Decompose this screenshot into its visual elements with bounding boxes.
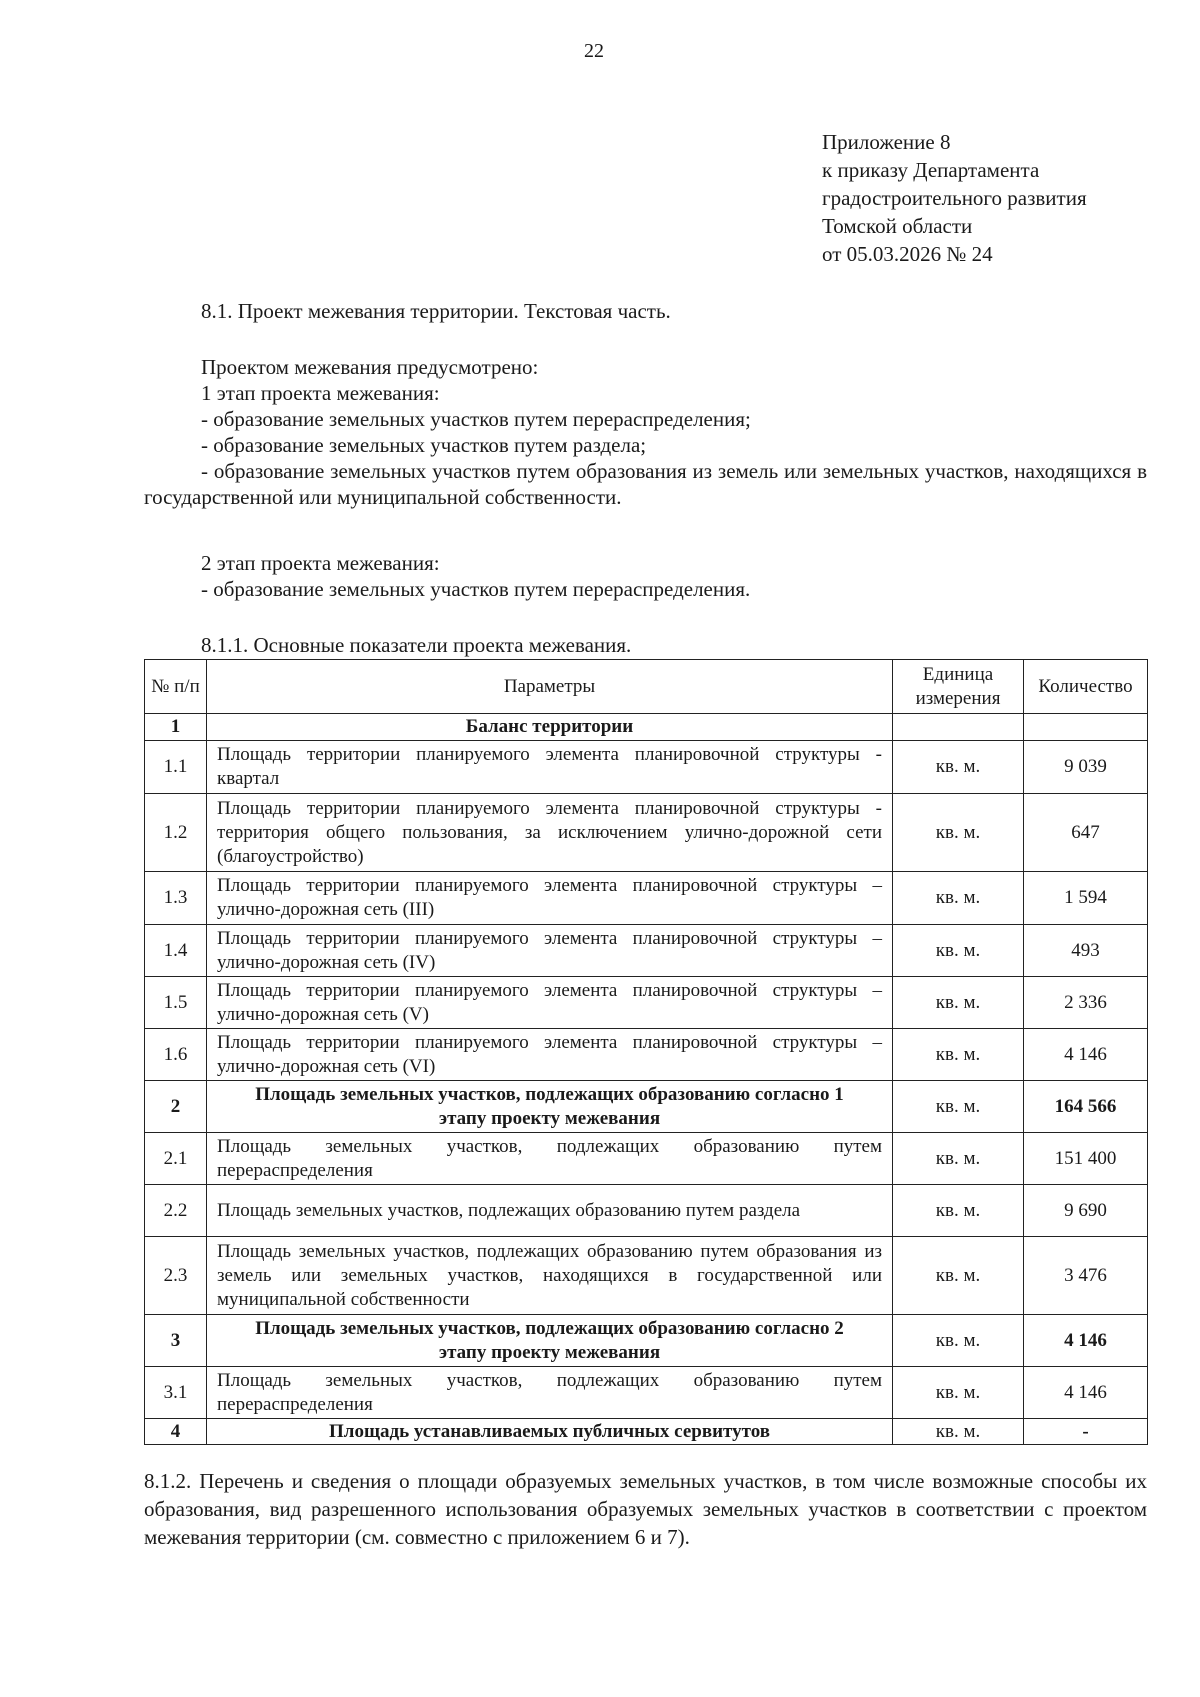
- row-qty: 647: [1024, 794, 1148, 872]
- row-unit: кв. м.: [893, 1185, 1024, 1237]
- row-qty: 2 336: [1024, 977, 1148, 1029]
- row-param: Площадь территории планируемого элемента планировочной структуры – улично-дорожная сеть (VI): [207, 1029, 893, 1081]
- row-unit: кв. м.: [893, 1237, 1024, 1315]
- row-num: 2.2: [145, 1185, 207, 1237]
- stage1-title: 1 этап проекта межевания:: [201, 381, 440, 405]
- row-param: Площадь устанавливаемых публичных сервитутов: [207, 1419, 893, 1445]
- row-qty: 4 146: [1024, 1315, 1148, 1367]
- row-unit: кв. м.: [893, 794, 1024, 872]
- row-qty: 9 690: [1024, 1185, 1148, 1237]
- row-param: Площадь территории планируемого элемента планировочной структуры - территория общего пользования, за исключением улично-дорожной сети (благоустройство): [207, 794, 893, 872]
- table-row: [145, 1367, 1148, 1419]
- row-qty: 164 566: [1024, 1081, 1148, 1133]
- row-unit: [893, 714, 1024, 741]
- row-param: Площадь территории планируемого элемента планировочной структуры - квартал: [207, 741, 893, 794]
- row-param: Площадь земельных участков, подлежащих образованию путем образования из земель или земельных участков, находящихся в государственной или муниципальной собственности: [207, 1237, 893, 1315]
- row-param: Площадь земельных участков, подлежащих образованию путем перераспределения: [207, 1133, 893, 1185]
- header-qty: Количество: [1024, 660, 1148, 714]
- table-row: [145, 741, 1148, 794]
- page-number: 22: [584, 40, 604, 62]
- header-unit: Единица измерения: [893, 660, 1024, 714]
- row-unit: кв. м.: [893, 925, 1024, 977]
- row-qty: 151 400: [1024, 1133, 1148, 1185]
- stage1-item: - образование земельных участков путем образования из земель или земельных участков, находящихся в государственной или муниципальной собственности.: [144, 459, 1147, 509]
- row-num: 2.3: [145, 1237, 207, 1315]
- stage1-item: - образование земельных участков путем перераспределения;: [201, 407, 751, 431]
- row-qty: 9 039: [1024, 741, 1148, 794]
- row-num: 3.1: [145, 1367, 207, 1419]
- row-qty: 3 476: [1024, 1237, 1148, 1315]
- table-row: [145, 1185, 1148, 1237]
- appendix-line: градостроительного развития: [822, 186, 1087, 210]
- row-qty: 4 146: [1024, 1029, 1148, 1081]
- table-row: [145, 1419, 1148, 1445]
- table-row: [145, 977, 1148, 1029]
- intro-line: Проектом межевания предусмотрено:: [201, 355, 539, 379]
- row-unit: кв. м.: [893, 1419, 1024, 1445]
- table-row: [145, 1029, 1148, 1081]
- table-row: [145, 1315, 1148, 1367]
- row-num: 2.1: [145, 1133, 207, 1185]
- header-num: № п/п: [145, 660, 207, 714]
- header-param: Параметры: [207, 660, 893, 714]
- appendix-block: [822, 128, 1087, 268]
- appendix-line: от 05.03.2026 № 24: [822, 242, 993, 266]
- row-unit: кв. м.: [893, 1133, 1024, 1185]
- stage2-item: - образование земельных участков путем перераспределения.: [201, 577, 751, 601]
- row-num: 1.2: [145, 794, 207, 872]
- row-param: Площадь земельных участков, подлежащих образованию согласно 2 этапу проекту межевания: [207, 1315, 893, 1367]
- indicators-table: [144, 659, 1148, 1445]
- table-row: [145, 714, 1148, 741]
- stage1-item: - образование земельных участков путем раздела;: [201, 433, 647, 457]
- table-header-row: [145, 660, 1148, 714]
- row-num: 1.3: [145, 872, 207, 925]
- row-unit: кв. м.: [893, 1315, 1024, 1367]
- table-row: [145, 872, 1148, 925]
- row-num: 4: [145, 1419, 207, 1445]
- row-unit: кв. м.: [893, 1081, 1024, 1133]
- row-qty: 493: [1024, 925, 1148, 977]
- row-param: Баланс территории: [207, 714, 893, 741]
- appendix-line: Томской области: [822, 214, 973, 238]
- table-row: [145, 1237, 1148, 1315]
- table-row: [145, 794, 1148, 872]
- row-param: Площадь земельных участков, подлежащих образованию путем перераспределения: [207, 1367, 893, 1419]
- row-unit: кв. м.: [893, 741, 1024, 794]
- section-title: 8.1. Проект межевания территории. Текстовая часть.: [201, 299, 671, 323]
- row-param: Площадь территории планируемого элемента планировочной структуры – улично-дорожная сеть (III): [207, 872, 893, 925]
- row-num: 3: [145, 1315, 207, 1367]
- row-num: 1.5: [145, 977, 207, 1029]
- row-unit: кв. м.: [893, 1029, 1024, 1081]
- table-row: [145, 1081, 1148, 1133]
- row-qty: [1024, 714, 1148, 741]
- row-num: 1.6: [145, 1029, 207, 1081]
- row-num: 1.4: [145, 925, 207, 977]
- row-param: Площадь земельных участков, подлежащих образованию согласно 1 этапу проекту межевания: [207, 1081, 893, 1133]
- row-num: 2: [145, 1081, 207, 1133]
- row-unit: кв. м.: [893, 872, 1024, 925]
- appendix-line: к приказу Департамента: [822, 158, 1040, 182]
- row-param: Площадь территории планируемого элемента планировочной структуры – улично-дорожная сеть (IV): [207, 925, 893, 977]
- row-param: Площадь земельных участков, подлежащих образованию путем раздела: [207, 1185, 893, 1237]
- stage2-title: 2 этап проекта межевания:: [201, 551, 440, 575]
- row-num: 1: [145, 714, 207, 741]
- appendix-line: Приложение 8: [822, 130, 951, 154]
- footer-paragraph: 8.1.2. Перечень и сведения о площади образуемых земельных участков, в том числе возможные способы их образования, вид разрешенного использования образуемых земельных участков в соответствии с проектом межевания территории (см. совместно с приложением 6 и 7).: [144, 1469, 1147, 1549]
- row-qty: -: [1024, 1419, 1148, 1445]
- row-qty: 4 146: [1024, 1367, 1148, 1419]
- row-qty: 1 594: [1024, 872, 1148, 925]
- table-row: [145, 1133, 1148, 1185]
- row-num: 1.1: [145, 741, 207, 794]
- row-unit: кв. м.: [893, 977, 1024, 1029]
- table-row: [145, 925, 1148, 977]
- table-title: 8.1.1. Основные показатели проекта межевания.: [201, 633, 632, 657]
- row-unit: кв. м.: [893, 1367, 1024, 1419]
- row-param: Площадь территории планируемого элемента планировочной структуры – улично-дорожная сеть (V): [207, 977, 893, 1029]
